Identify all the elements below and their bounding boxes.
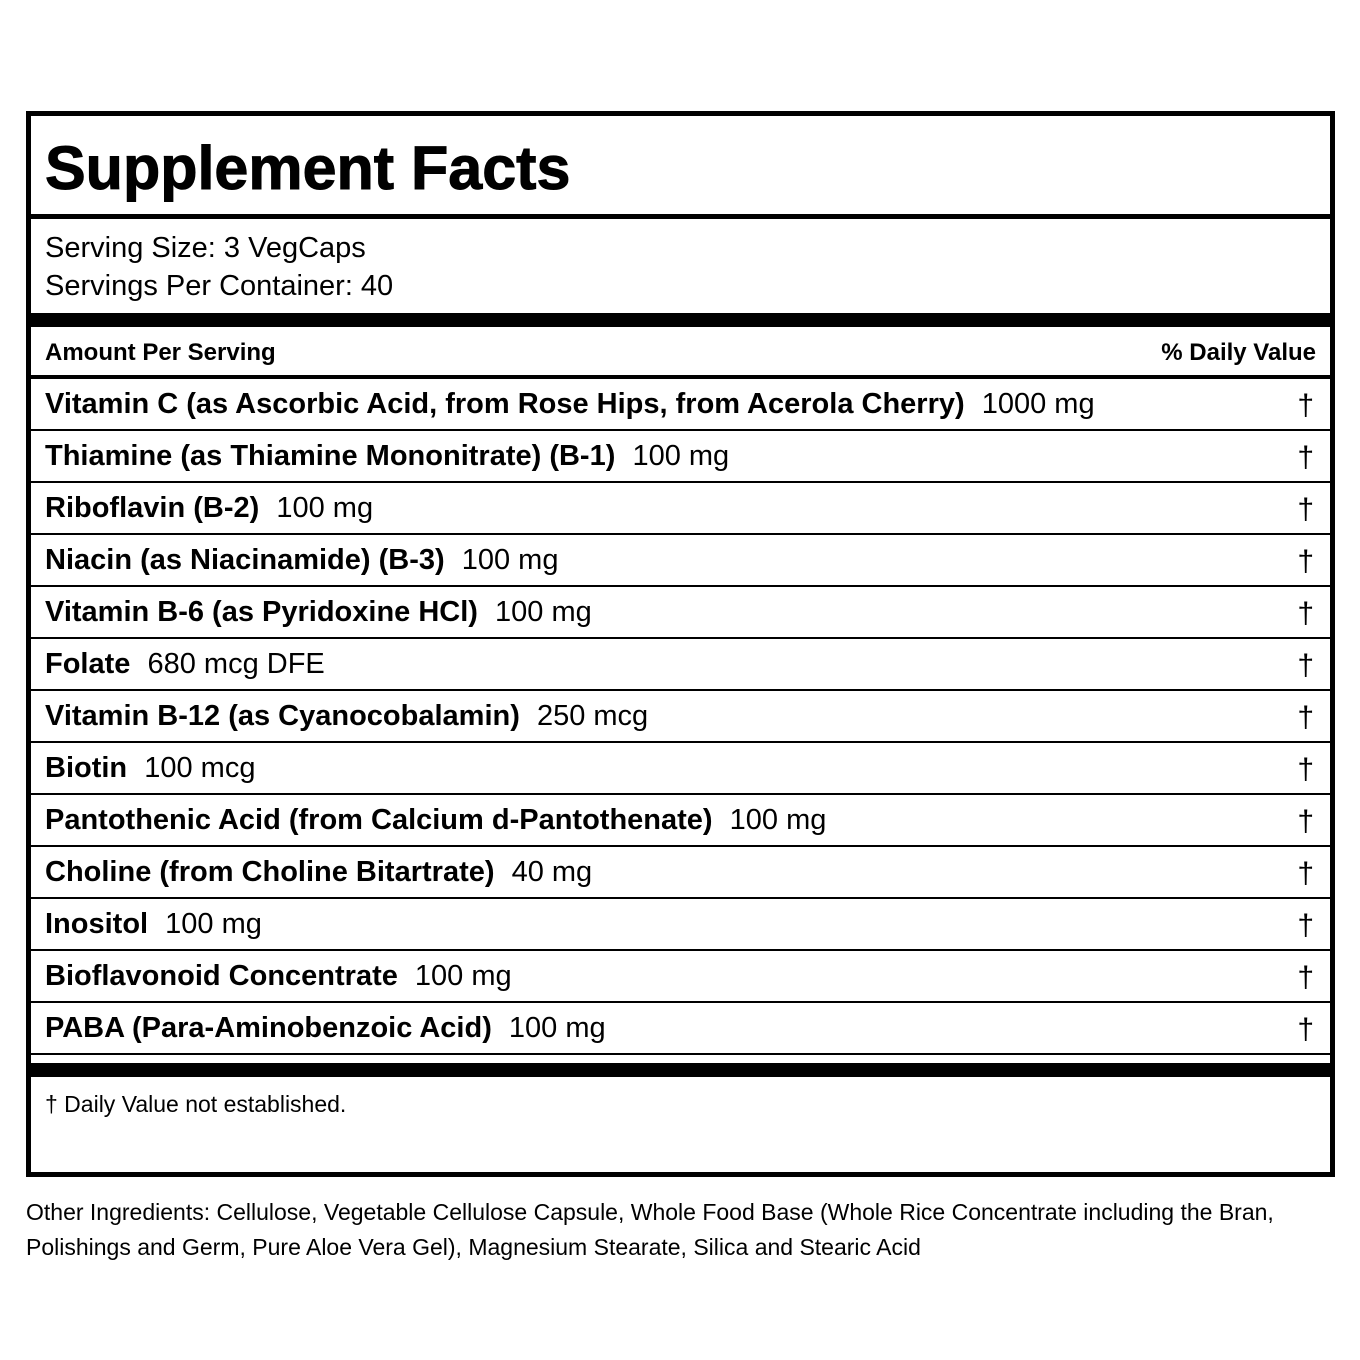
nutrient-amount: 100 mg (461, 544, 559, 576)
dagger-mark: † (1297, 805, 1314, 838)
nutrient-name: Vitamin B-6 (as Pyridoxine HCl) (45, 596, 478, 628)
nutrient-amount: 100 mg (276, 492, 374, 524)
nutrient-row (31, 847, 1330, 899)
nutrient-amount: 100 mg (632, 440, 730, 472)
nutrient-row (31, 535, 1330, 587)
serving-size: Serving Size: 3 VegCaps (45, 232, 366, 264)
nutrient-name: Niacin (as Niacinamide) (B-3) (45, 544, 445, 576)
nutrient-amount: 100 mg (414, 960, 512, 992)
nutrient-name: Bioflavonoid Concentrate (45, 960, 398, 992)
nutrient-name: Pantothenic Acid (from Calcium d-Pantothenate) (45, 804, 713, 836)
nutrient-row (31, 795, 1330, 847)
nutrient-name: Choline (from Choline Bitartrate) (45, 856, 495, 888)
nutrient-name: Folate (45, 648, 131, 680)
servings-per-container: Servings Per Container: 40 (45, 270, 394, 302)
nutrient-name: Biotin (45, 752, 128, 784)
nutrient-row (31, 951, 1330, 1003)
nutrient-name: Vitamin B-12 (as Cyanocobalamin) (45, 700, 520, 732)
nutrient-amount: 100 mcg (144, 752, 256, 784)
nutrient-row (31, 639, 1330, 691)
dagger-mark: † (1297, 909, 1314, 942)
other-ingredients: Other Ingredients: Cellulose, Vegetable Cellulose Capsule, Whole Food Base (Whole Rice Concentrate including the Bran, Polishings and Germ, Pure Aloe Vera Gel), Magnesium Stearate, Silica and Stearic Acid (26, 1199, 1274, 1260)
nutrient-row (31, 1003, 1330, 1055)
nutrient-amount: 250 mcg (536, 700, 649, 732)
nutrient-amount: 100 mg (165, 908, 262, 940)
panel-title: Supplement Facts (45, 134, 571, 202)
nutrient-amount: 40 mg (511, 856, 593, 888)
dagger-mark: † (1297, 649, 1314, 682)
divider-thick-bottom (31, 1063, 1330, 1077)
nutrient-amount: 1000 mg (981, 388, 1095, 420)
dagger-mark: † (1297, 441, 1314, 474)
dagger-mark: † (1297, 701, 1314, 734)
nutrient-amount: 100 mg (508, 1012, 606, 1044)
divider-thick-top (31, 313, 1330, 327)
footnote: † Daily Value not established. (45, 1091, 347, 1117)
dagger-mark: † (1297, 961, 1314, 994)
nutrient-amount: 100 mg (495, 596, 592, 628)
divider-title (31, 214, 1330, 219)
amount-per-serving-header: Amount Per Serving (45, 339, 276, 366)
nutrient-row (31, 431, 1330, 483)
nutrient-name: Thiamine (as Thiamine Mononitrate) (B-1) (45, 440, 616, 472)
dagger-mark: † (1297, 1013, 1314, 1046)
dagger-mark: † (1297, 753, 1314, 786)
nutrient-name: Riboflavin (B-2) (45, 492, 260, 524)
dagger-mark: † (1297, 493, 1314, 526)
supplement-facts-panel (26, 111, 1335, 1177)
nutrient-name: Inositol (45, 908, 149, 940)
nutrient-amount: 100 mg (729, 804, 827, 836)
nutrient-row (31, 899, 1330, 951)
daily-value-header: % Daily Value (1161, 339, 1316, 366)
dagger-mark: † (1297, 389, 1314, 422)
dagger-mark: † (1297, 857, 1314, 890)
nutrient-row (31, 483, 1330, 535)
nutrient-name: PABA (Para-Aminobenzoic Acid) (45, 1012, 492, 1044)
nutrient-name: Vitamin C (as Ascorbic Acid, from Rose Hips, from Acerola Cherry) (45, 388, 965, 420)
nutrient-row (31, 379, 1330, 431)
nutrient-row (31, 587, 1330, 639)
nutrient-amount: 680 mcg DFE (147, 648, 325, 680)
nutrient-row (31, 743, 1330, 795)
dagger-mark: † (1297, 545, 1314, 578)
nutrient-row (31, 691, 1330, 743)
nutrient-rows (31, 379, 1330, 1055)
dagger-mark: † (1297, 597, 1314, 630)
